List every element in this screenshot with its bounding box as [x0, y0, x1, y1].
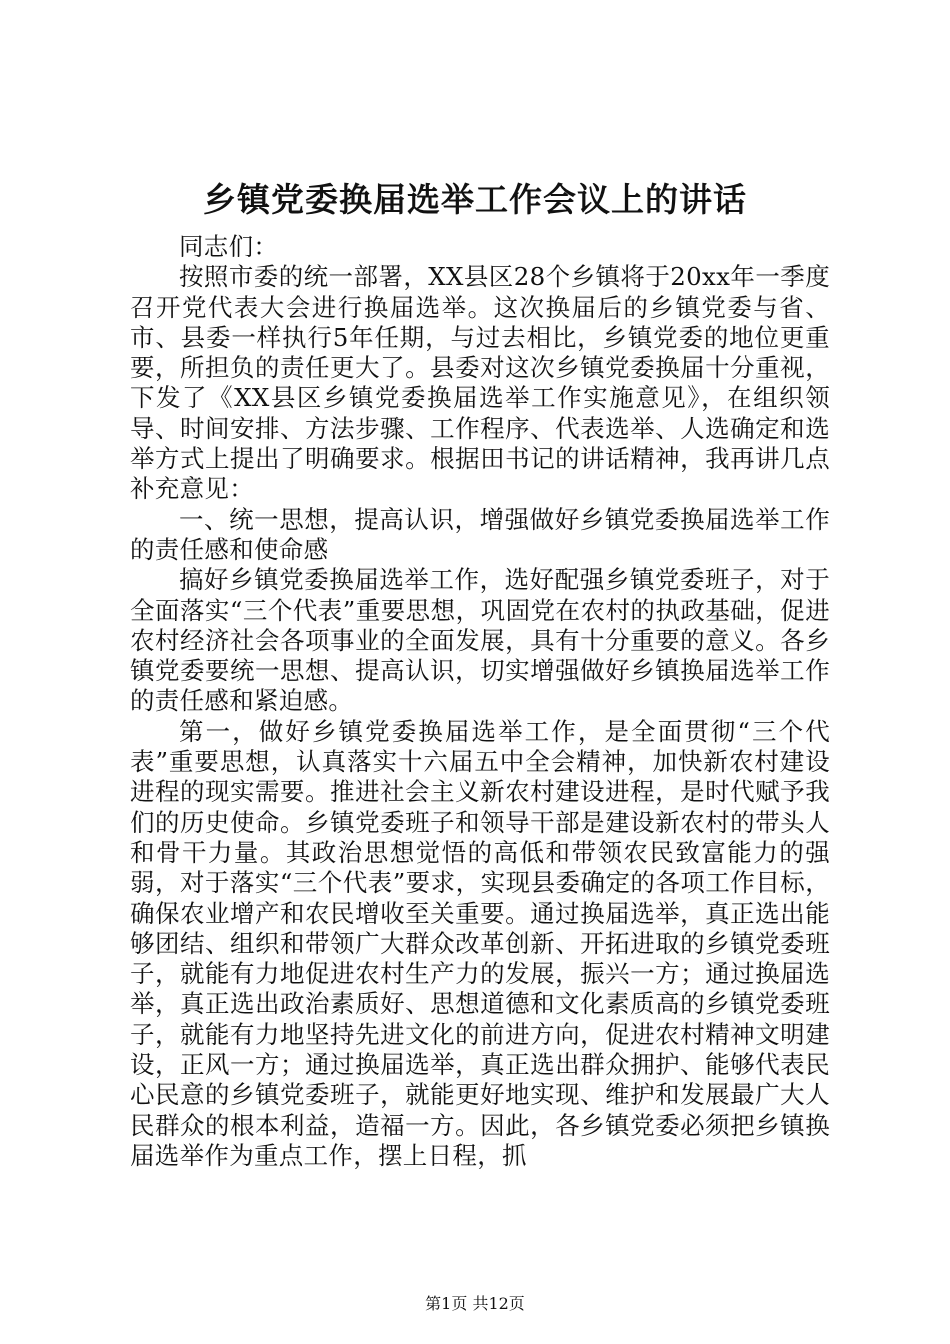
body-paragraph: 搞好乡镇党委换届选举工作，选好配强乡镇党委班子，对于全面落实“三个代表”重要思想，巩固党在农村的执政基础，促进农村经济社会各项事业的全面发展，具有十分重要的意义。各乡镇党委要统一思想、提高认识，切实增强做好乡镇换届选举工作的责任感和紧迫感。	[130, 565, 830, 716]
intro-paragraph: 按照市委的统一部署，XX县区28个乡镇将于20xx年一季度召开党代表大会进行换届选举。这次换届后的乡镇党委与省、市、县委一样执行5年任期，与过去相比，乡镇党委的地位更重要，所担负的责任更大了。县委对这次乡镇党委换届十分重视，下发了《XX县区乡镇党委换届选举工作实施意见》，在组织领导、时间安排、方法步骤、工作程序、代表选举、人选确定和选举方式上提出了明确要求。根据田书记的讲话精神，我再讲几点补充意见：	[130, 262, 830, 504]
section-heading-paragraph: 一、统一思想，提高认识，增强做好乡镇党委换届选举工作的责任感和使命感	[130, 504, 830, 564]
page-footer: 第1页 共12页	[425, 1294, 525, 1313]
salutation-paragraph: 同志们：	[179, 232, 279, 261]
body-paragraph: 第一，做好乡镇党委换届选举工作，是全面贯彻“三个代表”重要思想，认真落实十六届五中全会精神，加快新农村建设进程的现实需要。推进社会主义新农村建设进程，是时代赋予我们的历史使命。乡镇党委班子和领导干部是建设新农村的带头人和骨干力量。其政治思想觉悟的高低和带领农民致富能力的强弱，对于落实“三个代表”要求，实现县委确定的各项工作目标，确保农业增产和农民增收至关重要。通过换届选举，真正选出能够团结、组织和带领广大群众改革创新、开拓进取的乡镇党委班子，就能有力地促进农村生产力的发展，振兴一方；通过换届选举，真正选出政治素质好、思想道德和文化素质高的乡镇党委班子，就能有力地坚持先进文化的前进方向，促进农村精神文明建设，正风一方；通过换届选举，真正选出群众拥护、能够代表民心民意的乡镇党委班子，就能更好地实现、维护和发展最广大人民群众的根本利益，造福一方。因此，各乡镇党委必须把乡镇换届选举作为重点工作，摆上日程，抓	[130, 716, 831, 1170]
document-body	[130, 232, 830, 1171]
document-title: 乡镇党委换届选举工作会议上的讲话	[203, 180, 747, 219]
